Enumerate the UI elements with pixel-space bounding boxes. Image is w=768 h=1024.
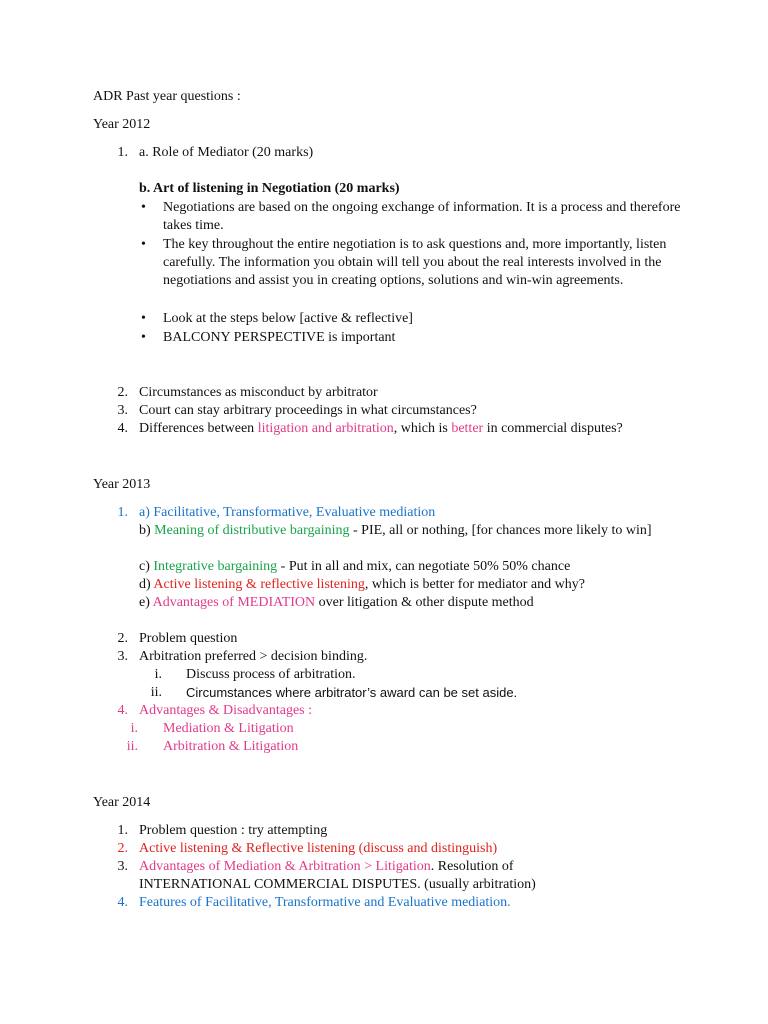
question-item: Active listening & Reflective listening (discuss and distinguish): [139, 841, 498, 856]
list-number: 1.: [117, 145, 128, 160]
bullet-icon: •: [141, 237, 146, 252]
list-number: 2.: [117, 631, 128, 646]
question-item: Differences between litigation and arbitration, which is better in commercial disputes?: [139, 421, 623, 436]
question-role-of-mediator: a. Role of Mediator (20 marks): [139, 145, 314, 160]
sub-item: Circumstances where arbitrator’s award can be set aside.: [186, 685, 518, 700]
question-item: Advantages & Disadvantages :: [139, 703, 313, 718]
bullet-icon: •: [141, 330, 146, 345]
list-number: 3.: [117, 403, 128, 418]
question-item: Court can stay arbitrary proceedings in what circumstances?: [139, 403, 477, 418]
question-item: b) Meaning of distributive bargaining - PIE, all or nothing, [for chances more likely to win]: [139, 523, 652, 538]
question-item: e) Advantages of MEDIATION over litigation & other dispute method: [139, 595, 534, 610]
bullet-item: Negotiations are based on the ongoing exchange of information. It is a process and therefore takes time.: [163, 200, 681, 233]
highlight-text: Integrative bargaining: [153, 559, 278, 574]
highlight-text: litigation and arbitration: [257, 421, 394, 436]
list-number: 3.: [117, 859, 128, 874]
sub-item: Discuss process of arbitration.: [186, 667, 356, 682]
question-item: Problem question: [139, 631, 238, 646]
year-2013-heading: Year 2013: [93, 477, 151, 492]
bullet-item: Look at the steps below [active & reflective]: [163, 311, 413, 326]
list-number: 4.: [117, 703, 128, 718]
highlight-text: Advantages of MEDIATION: [152, 595, 316, 610]
highlight-text: Meaning of distributive bargaining: [154, 523, 350, 538]
list-number: 4.: [117, 421, 128, 436]
question-item: c) Integrative bargaining - Put in all and mix, can negotiate 50% 50% chance: [139, 559, 571, 574]
question-item: a) Facilitative, Transformative, Evaluative mediation: [139, 505, 436, 520]
highlight-text: Advantages of Mediation & Arbitration > Litigation: [139, 859, 431, 874]
document-title: ADR Past year questions :: [93, 89, 241, 104]
sub-item: Mediation & Litigation: [163, 721, 294, 736]
question-item: d) Active listening & reflective listening, which is better for mediator and why?: [139, 577, 585, 592]
sub-item: Arbitration & Litigation: [163, 739, 299, 754]
list-number: i.: [130, 721, 138, 736]
list-number: ii.: [150, 685, 162, 700]
list-number: 3.: [117, 649, 128, 664]
list-number: 1.: [117, 505, 128, 520]
question-item: Problem question : try attempting: [139, 823, 328, 838]
list-number: 2.: [117, 841, 128, 856]
highlight-text: better: [451, 421, 484, 436]
year-2014-heading: Year 2014: [93, 795, 151, 810]
list-number: 2.: [117, 385, 128, 400]
bullet-item: BALCONY PERSPECTIVE is important: [163, 330, 396, 345]
highlight-text: Active listening & reflective listening: [153, 577, 365, 592]
year-2012-heading: Year 2012: [93, 117, 151, 132]
question-item: Advantages of Mediation & Arbitration > Litigation. Resolution of INTERNATIONAL COMMERCIAL DISPUTES. (usually arbitration): [139, 859, 536, 892]
list-number: 1.: [117, 823, 128, 838]
question-item: Features of Facilitative, Transformative and Evaluative mediation.: [139, 895, 511, 910]
list-number: ii.: [126, 739, 138, 754]
bullet-icon: •: [141, 311, 146, 326]
question-item: Arbitration preferred > decision binding.: [139, 649, 368, 664]
list-number: i.: [154, 667, 162, 682]
question-item: Circumstances as misconduct by arbitrator: [139, 385, 378, 400]
list-number: 4.: [117, 895, 128, 910]
question-art-of-listening: b. Art of listening in Negotiation (20 marks): [139, 181, 400, 196]
bullet-icon: •: [141, 200, 146, 215]
bullet-item: The key throughout the entire negotiation is to ask questions and, more importantly, listen carefully. The information you obtain will tell you about the real interests involved in the negotiations and assist you in creating options, solutions and win-win agreements.: [163, 237, 667, 288]
